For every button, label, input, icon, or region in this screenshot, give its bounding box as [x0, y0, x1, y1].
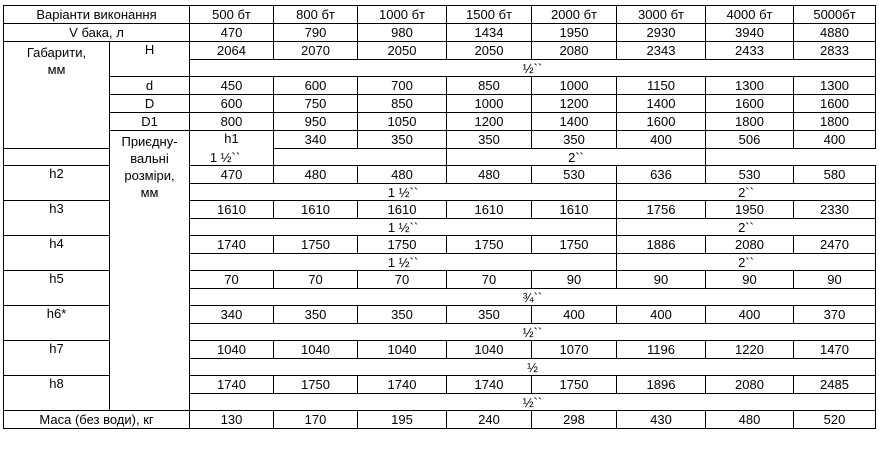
table-cell: 1200 — [532, 95, 617, 113]
table-cell: 480 — [706, 411, 794, 429]
table-cell: 2080 — [706, 376, 794, 394]
table-cell: 90 — [617, 271, 706, 289]
table-cell: 400 — [706, 306, 794, 324]
table-cell: 1740 — [447, 376, 532, 394]
table-cell: 1610 — [358, 201, 447, 219]
table-cell: 506 — [706, 131, 794, 149]
row-label-h1: h1 — [190, 131, 274, 166]
table-cell: 1000 — [532, 77, 617, 95]
table-cell: 1040 — [358, 341, 447, 359]
table-cell: 1610 — [447, 201, 532, 219]
table-cell: 1150 — [617, 77, 706, 95]
variant-cell: 3000 бт — [617, 6, 706, 24]
row-label-h7: h7 — [4, 341, 110, 376]
dim-row-H — [4, 42, 876, 60]
table-cell: 1000 — [447, 95, 532, 113]
mass-label: Маса (без води), кг — [4, 411, 190, 429]
table-cell: 1800 — [794, 113, 876, 131]
table-cell: 1400 — [532, 113, 617, 131]
table-cell: 350 — [532, 131, 617, 149]
fitting-size-cell: 2`` — [617, 184, 876, 201]
table-cell: 340 — [274, 131, 358, 149]
spec-table-wrapper — [3, 5, 876, 429]
volume-row — [4, 24, 876, 42]
fitting-size-cell: ¾`` — [190, 289, 876, 306]
table-cell: 1300 — [794, 77, 876, 95]
conn-row-h1 — [4, 131, 876, 149]
table-cell: 4880 — [794, 24, 876, 42]
table-cell: 1740 — [358, 376, 447, 394]
table-cell: 350 — [358, 131, 447, 149]
table-cell: 600 — [274, 77, 358, 95]
table-cell: 70 — [447, 271, 532, 289]
table-cell: 1196 — [617, 341, 706, 359]
volume-label: V бака, л — [4, 24, 190, 42]
table-cell: 1750 — [274, 236, 358, 254]
table-cell: 1040 — [447, 341, 532, 359]
fitting-size-cell: 1 ½`` — [190, 254, 617, 271]
variant-cell: 500 бт — [190, 6, 274, 24]
table-cell: 400 — [794, 131, 876, 149]
table-cell: 530 — [532, 166, 617, 184]
table-cell: 1610 — [274, 201, 358, 219]
table-cell: 580 — [794, 166, 876, 184]
table-cell: 1300 — [706, 77, 794, 95]
table-cell: 1950 — [532, 24, 617, 42]
dims-group-line: Габарити, — [26, 45, 87, 60]
table-cell: 2070 — [274, 42, 358, 60]
table-cell: 1070 — [532, 341, 617, 359]
row-label-h4: h4 — [4, 236, 110, 271]
table-cell: 450 — [190, 77, 274, 95]
variant-cell: 4000 бт — [706, 6, 794, 24]
table-cell: 1800 — [706, 113, 794, 131]
fitting-size-cell: 2`` — [447, 149, 706, 166]
table-cell: 350 — [447, 306, 532, 324]
table-cell: 1600 — [794, 95, 876, 113]
table-cell: 2930 — [617, 24, 706, 42]
table-cell: 2485 — [794, 376, 876, 394]
header-row — [4, 6, 876, 24]
table-cell: 1750 — [532, 236, 617, 254]
table-cell: 350 — [447, 131, 532, 149]
table-cell: 470 — [190, 24, 274, 42]
table-cell: 1470 — [794, 341, 876, 359]
conn-group-label — [110, 131, 190, 411]
table-cell: 400 — [617, 131, 706, 149]
table-cell: 850 — [358, 95, 447, 113]
table-cell: 1610 — [532, 201, 617, 219]
fitting-size-cell: ½`` — [190, 324, 876, 341]
table-cell: 2470 — [794, 236, 876, 254]
row-label-h2: h2 — [4, 166, 110, 201]
dim-row-D — [4, 95, 876, 113]
table-cell: 600 — [190, 95, 274, 113]
table-cell: 1740 — [190, 376, 274, 394]
row-label-h8: h8 — [4, 376, 110, 411]
fitting-size-cell: 2`` — [617, 254, 876, 271]
spec-table — [3, 5, 876, 429]
table-cell: 790 — [274, 24, 358, 42]
table-cell: 520 — [794, 411, 876, 429]
table-cell: 1050 — [358, 113, 447, 131]
table-cell: 1756 — [617, 201, 706, 219]
row-label-h3: h3 — [4, 201, 110, 236]
variant-cell: 2000 бт — [532, 6, 617, 24]
fitting-size-cell: ½ — [190, 359, 876, 376]
table-cell: 2050 — [358, 42, 447, 60]
table-cell: 3940 — [706, 24, 794, 42]
table-cell: 70 — [358, 271, 447, 289]
variant-cell: 800 бт — [274, 6, 358, 24]
table-cell: 130 — [190, 411, 274, 429]
fitting-size-cell: ½`` — [190, 60, 876, 77]
row-label-h6: h6* — [4, 306, 110, 341]
row-label-d: d — [110, 77, 190, 95]
table-cell: 1750 — [532, 376, 617, 394]
fitting-size-cell: ½`` — [190, 394, 876, 411]
conn-group-line: Приєдну- — [121, 134, 178, 149]
variant-cell: 5000бт — [794, 6, 876, 24]
mass-row — [4, 411, 876, 429]
table-cell: 350 — [358, 306, 447, 324]
table-cell: 1600 — [617, 113, 706, 131]
dims-group-label — [4, 42, 110, 149]
table-cell: 400 — [617, 306, 706, 324]
row-label-D1: D1 — [110, 113, 190, 131]
dim-row-d — [4, 77, 876, 95]
table-cell: 430 — [617, 411, 706, 429]
row-label-h5: h5 — [4, 271, 110, 306]
fitting-size-cell: 1 ½`` — [4, 149, 447, 166]
table-cell: 298 — [532, 411, 617, 429]
table-cell: 70 — [274, 271, 358, 289]
conn-group-line: вальні — [130, 151, 169, 166]
table-cell: 980 — [358, 24, 447, 42]
table-cell: 340 — [190, 306, 274, 324]
table-cell: 240 — [447, 411, 532, 429]
table-cell: 90 — [706, 271, 794, 289]
table-cell: 470 — [190, 166, 274, 184]
table-cell: 2080 — [706, 236, 794, 254]
table-cell: 950 — [274, 113, 358, 131]
table-cell: 636 — [617, 166, 706, 184]
table-cell: 90 — [794, 271, 876, 289]
table-cell: 1740 — [190, 236, 274, 254]
table-cell: 370 — [794, 306, 876, 324]
table-cell: 1886 — [617, 236, 706, 254]
fitting-size-cell: 1 ½`` — [190, 219, 617, 236]
table-cell: 2064 — [190, 42, 274, 60]
table-cell: 1220 — [706, 341, 794, 359]
table-cell: 1610 — [190, 201, 274, 219]
table-cell: 400 — [532, 306, 617, 324]
dim-row-D1 — [4, 113, 876, 131]
table-cell: 530 — [706, 166, 794, 184]
variant-cell: 1000 бт — [358, 6, 447, 24]
conn-group-line: розміри, — [124, 168, 175, 183]
table-cell: 480 — [447, 166, 532, 184]
table-cell: 1434 — [447, 24, 532, 42]
table-cell: 750 — [274, 95, 358, 113]
table-cell: 850 — [447, 77, 532, 95]
table-cell: 2343 — [617, 42, 706, 60]
table-cell: 1040 — [190, 341, 274, 359]
fitting-size-cell: 1 ½`` — [190, 184, 617, 201]
row-label-D: D — [110, 95, 190, 113]
table-cell: 1750 — [358, 236, 447, 254]
table-cell: 480 — [274, 166, 358, 184]
header-label: Варіанти виконання — [4, 6, 190, 24]
table-cell: 2330 — [794, 201, 876, 219]
table-cell: 1600 — [706, 95, 794, 113]
dims-group-line: мм — [47, 62, 66, 77]
table-cell: 2833 — [794, 42, 876, 60]
table-cell: 1400 — [617, 95, 706, 113]
table-cell: 800 — [190, 113, 274, 131]
fitting-size-cell: 2`` — [617, 219, 876, 236]
table-cell: 90 — [532, 271, 617, 289]
table-cell: 1950 — [706, 201, 794, 219]
table-cell: 2050 — [447, 42, 532, 60]
table-cell: 1750 — [274, 376, 358, 394]
row-label-H: H — [110, 42, 190, 77]
table-cell: 1896 — [617, 376, 706, 394]
conn-group-line: мм — [140, 185, 159, 200]
table-cell: 350 — [274, 306, 358, 324]
table-cell: 700 — [358, 77, 447, 95]
table-cell: 1040 — [274, 341, 358, 359]
table-cell: 170 — [274, 411, 358, 429]
table-cell: 2080 — [532, 42, 617, 60]
table-cell: 70 — [190, 271, 274, 289]
table-cell: 1200 — [447, 113, 532, 131]
table-cell: 195 — [358, 411, 447, 429]
table-cell: 2433 — [706, 42, 794, 60]
table-cell: 480 — [358, 166, 447, 184]
table-cell: 1750 — [447, 236, 532, 254]
variant-cell: 1500 бт — [447, 6, 532, 24]
